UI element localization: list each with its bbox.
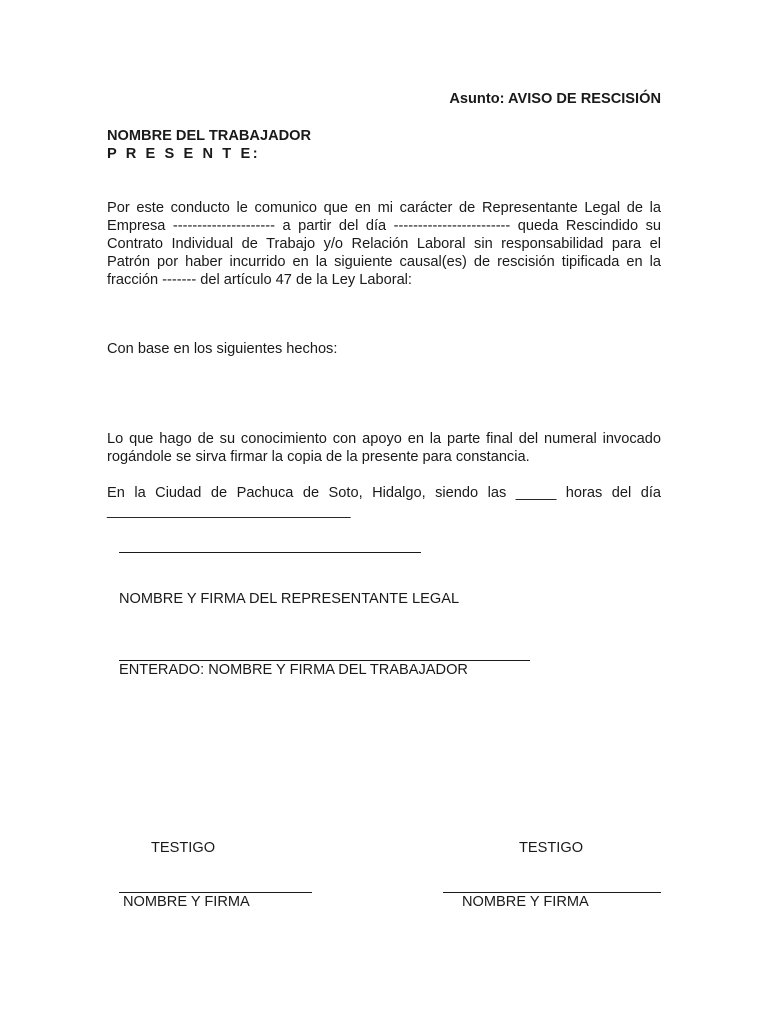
witness-left-signature-line — [119, 892, 312, 893]
subject-line — [449, 91, 661, 107]
witness-left-title: TESTIGO — [151, 840, 216, 856]
body-paragraph-4: En la Ciudad de Pachuca de Soto, Hidalgo, siendo las _____ horas del día ______________________________ — [107, 485, 661, 519]
facts-heading: Con base en los siguientes hechos: — [107, 341, 338, 357]
witness-right-signature-label: NOMBRE Y FIRMA — [462, 894, 589, 910]
witness-left-signature-label: NOMBRE Y FIRMA — [123, 894, 250, 910]
representative-signature-label: NOMBRE Y FIRMA DEL REPRESENTANTE LEGAL — [119, 591, 460, 607]
body-paragraph-1: Por este conducto le comunico que en mi carácter de Representante Legal de la Empresa --------------------- a partir del día ------------------------ queda Rescindido su Contrato Individual de Trabajo y/o Relación Laboral sin responsabilidad para el Patrón por haber incurrido en la siguiente causal(es) de rescisión tipificada en la fracción ------- del artículo 47 de la Ley Laboral: — [107, 200, 661, 288]
subject-label: Asunto: — [449, 91, 505, 107]
recipient-presente: P R E S E N T E: — [107, 146, 261, 162]
worker-signature-line — [119, 660, 530, 661]
worker-signature-label: ENTERADO: NOMBRE Y FIRMA DEL TRABAJADOR — [119, 662, 468, 678]
witness-right-signature-line — [443, 892, 661, 893]
representative-signature-line — [119, 552, 421, 553]
body-paragraph-3: Lo que hago de su conocimiento con apoyo en la parte final del numeral invocado rogándole se sirva firmar la copia de la presente para constancia. — [107, 431, 661, 465]
subject-value: AVISO DE RESCISIÓN — [508, 91, 661, 107]
witness-right-title: TESTIGO — [519, 840, 584, 856]
recipient-name: NOMBRE DEL TRABAJADOR — [107, 128, 312, 144]
